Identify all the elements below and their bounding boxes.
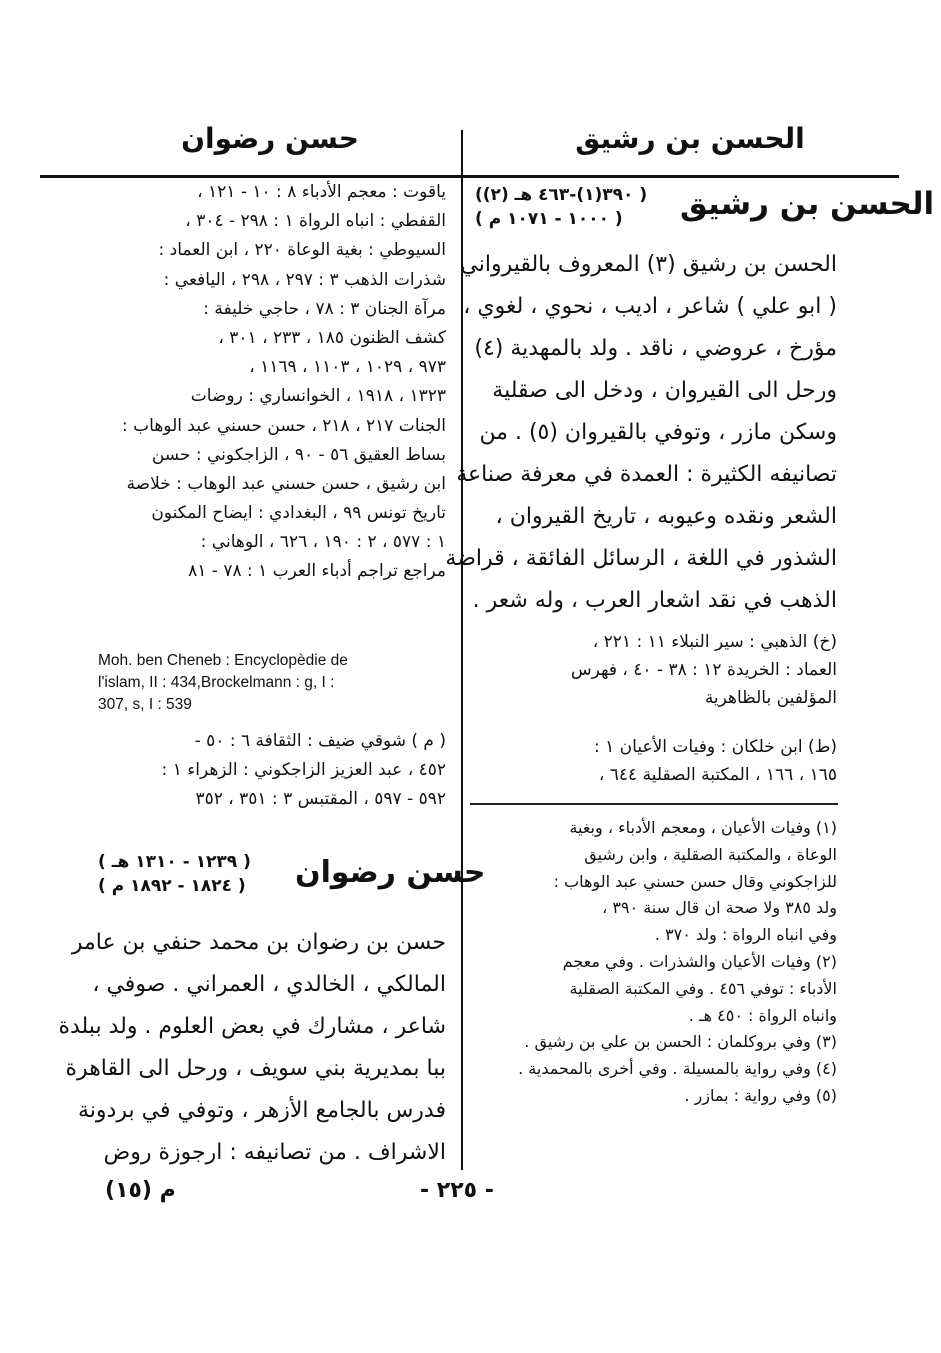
footnote-line: الوعاة ، والمكتبة الصقلية ، وابن رشيق [584,844,837,864]
ref-line: شذرات الذهب ٣ : ٢٩٧ ، ٢٩٨ ، اليافعي : [163,269,446,290]
ref-line: ١٣٢٣ ، ١٩١٨ ، الخوانساري : روضات [190,386,446,407]
entry-body-hasan-radwan [58,922,446,1174]
footnote-line: (٢) وفيات الأعيان والشذرات . وفي معجم [562,951,837,971]
footnote-line: ولد ٣٨٥ ولا صحة ان قال سنة ٣٩٠ ، [602,898,837,918]
footnotes-block [475,815,837,1110]
ref-line: السيوطي : بغية الوعاة ٢٢٠ ، ابن العماد : [158,240,446,261]
right-t-refs-block [475,733,837,789]
ref-line: القفطي : انباه الرواة ١ : ٢٩٨ - ٣٠٤ ، [185,211,446,232]
footnote-line: للزاجكوني وقال حسن حسني عبد الوهاب : [553,871,837,891]
ref-line: تاريخ تونس ٩٩ ، البغدادي : ايضاح المكنون [151,503,446,524]
ref-line: مرآة الجنان ٣ : ٧٨ ، حاجي خليفة : [203,298,446,319]
ref-line: بساط العقيق ٥٦ - ٩٠ ، الزاجكوني : حسن [151,444,446,465]
body-line: الشعر ونقده وعيوبه ، تاريخ القيروان ، [495,504,837,529]
latin-line: l'islam, II : 434,Brockelmann : g, I : [98,674,335,691]
ref-line: ابن رشيق ، حسن حسني عبد الوهاب : خلاصة [126,473,446,494]
footnote-line: الأدباء : توفي ٤٥٦ . وفي المكتبة الصقلية [569,978,837,998]
body-line: المالكي ، الخالدي ، العمراني . صوفي ، [92,972,446,997]
footnote-line: (٥) وفي رواية : بمازر . [684,1085,837,1105]
entry-body-ibn-rashiq [445,244,837,622]
left-refs-block [98,178,446,587]
ref-line: ٤٥٢ ، عبد العزيز الزاجكوني : الزهراء ١ : [161,760,446,781]
signature-mark: م (١٥) [105,1178,176,1203]
footnote-rule [470,803,838,805]
ref-line: (ط) ابن خلكان : وفيات الأعيان ١ : [593,737,837,757]
ref-line: (خ) الذهبي : سير النبلاء ١١ : ٢٢١ ، [592,632,837,652]
body-line: شاعر ، مشارك في بعض العلوم . ولد ببلدة [58,1014,446,1039]
footnote-line: (١) وفيات الأعيان ، ومعجم الأدباء ، وبغية [569,818,837,837]
body-line: حسن بن رضوان بن محمد حنفي بن عامر [71,930,446,955]
ref-line: العماد : الخريدة ١٢ : ٣٨ - ٤٠ ، فهرس [570,660,837,680]
dates-hijri: ( ١٢٣٩ - ١٣١٠ هـ ) [98,852,251,872]
ref-line: مراجع تراجم أدباء العرب ١ : ٧٨ - ٨١ [188,561,446,582]
ref-line: ١٦٥ ، ١٦٦ ، المكتبة الصقلية ٦٤٤ ، [598,765,837,785]
ref-line: ٩٧٣ ، ١٠٢٩ ، ١١٠٣ ، ١١٦٩ ، [249,357,446,378]
left-m-refs-block [98,727,446,815]
entry-title-ibn-rashiq: الحسن بن رشيق [680,186,935,222]
left-column-header: حسن رضوان [181,122,359,155]
ref-line: المؤلفين بالظاهرية [704,688,837,708]
ref-line: ياقوت : معجم الأدباء ٨ : ١٠ - ١٢١ ، [197,182,446,202]
right-column-header: الحسن بن رشيق [575,122,805,155]
ref-line: ( م ) شوقي ضيف : الثقافة ٦ : ٥٠ - [194,731,446,751]
entry-dates-hasan-radwan [98,850,288,898]
latin-line: Moh. ben Cheneb : Encyclopèdie de [98,652,348,669]
body-line: الاشراف . من تصانيفه : ارجوزة روض [103,1140,446,1165]
dates-gregorian: ( ١٨٢٤ - ١٨٩٢ م ) [98,876,246,896]
ref-line: كشف الظنون ١٨٥ ، ٢٣٣ ، ٣٠١ ، [218,327,446,348]
ref-line: ٥٩٢ - ٥٩٧ ، المقتبس ٣ : ٣٥١ ، ٣٥٢ [195,789,446,810]
body-line: الذهب في نقد اشعار العرب ، وله شعر . [472,588,837,613]
body-line: فدرس بالجامع الأزهر ، وتوفي في بردونة [78,1098,446,1123]
body-line: مؤرخ ، عروضي ، ناقد . ولد بالمهدية (٤) [474,336,837,361]
latin-line: 307, s, I : 539 [98,696,192,713]
footnote-line: (٤) وفي رواية بالمسيلة . وفي أخرى بالمحمدية . [518,1059,837,1079]
footnote-line: وفي انباه الرواة : ولد ٣٧٠ . [654,925,837,945]
latin-reference [98,650,446,716]
right-kh-refs-block [475,628,837,712]
dates-gregorian: ( ١٠٠٠ - ١٠٧١ م ) [475,209,623,229]
body-line: ورحل الى القيروان ، ودخل الى صقلية [492,378,837,403]
page-number: - ٢٢٥ - [420,1178,494,1203]
ref-line: ١ : ٥٧٧ ، ٢ : ١٩٠ ، ٦٢٦ ، الوهاني : [200,532,446,553]
dates-hijri: ( ٣٩٠(١)-٤٦٣ هـ (٢)) [475,185,648,205]
ref-line: الجنات ٢١٧ ، ٢١٨ ، حسن حسني عبد الوهاب : [122,415,446,436]
body-line: ببا بمديرية بني سويف ، ورحل الى القاهرة [65,1056,446,1081]
body-line: الحسن بن رشيق (٣) المعروف بالقيرواني [460,252,837,277]
footnote-line: (٣) وفي بروكلمان : الحسن بن علي بن رشيق . [524,1032,837,1052]
entry-dates-ibn-rashiq [475,183,675,231]
entry-title-hasan-radwan: حسن رضوان [295,855,486,890]
body-line: ( ابو علي ) شاعر ، اديب ، نحوي ، لغوي ، [463,294,837,319]
body-line: تصانيفه الكثيرة : العمدة في معرفة صناعة [456,462,837,487]
body-line: وسكن مازر ، وتوفي بالقيروان (٥) . من [479,420,837,445]
body-line: الشذور في اللغة ، الرسائل الفائقة ، قراضة [445,546,837,571]
footnote-line: وانباه الرواة : ٤٥٠ هـ . [688,1005,837,1025]
